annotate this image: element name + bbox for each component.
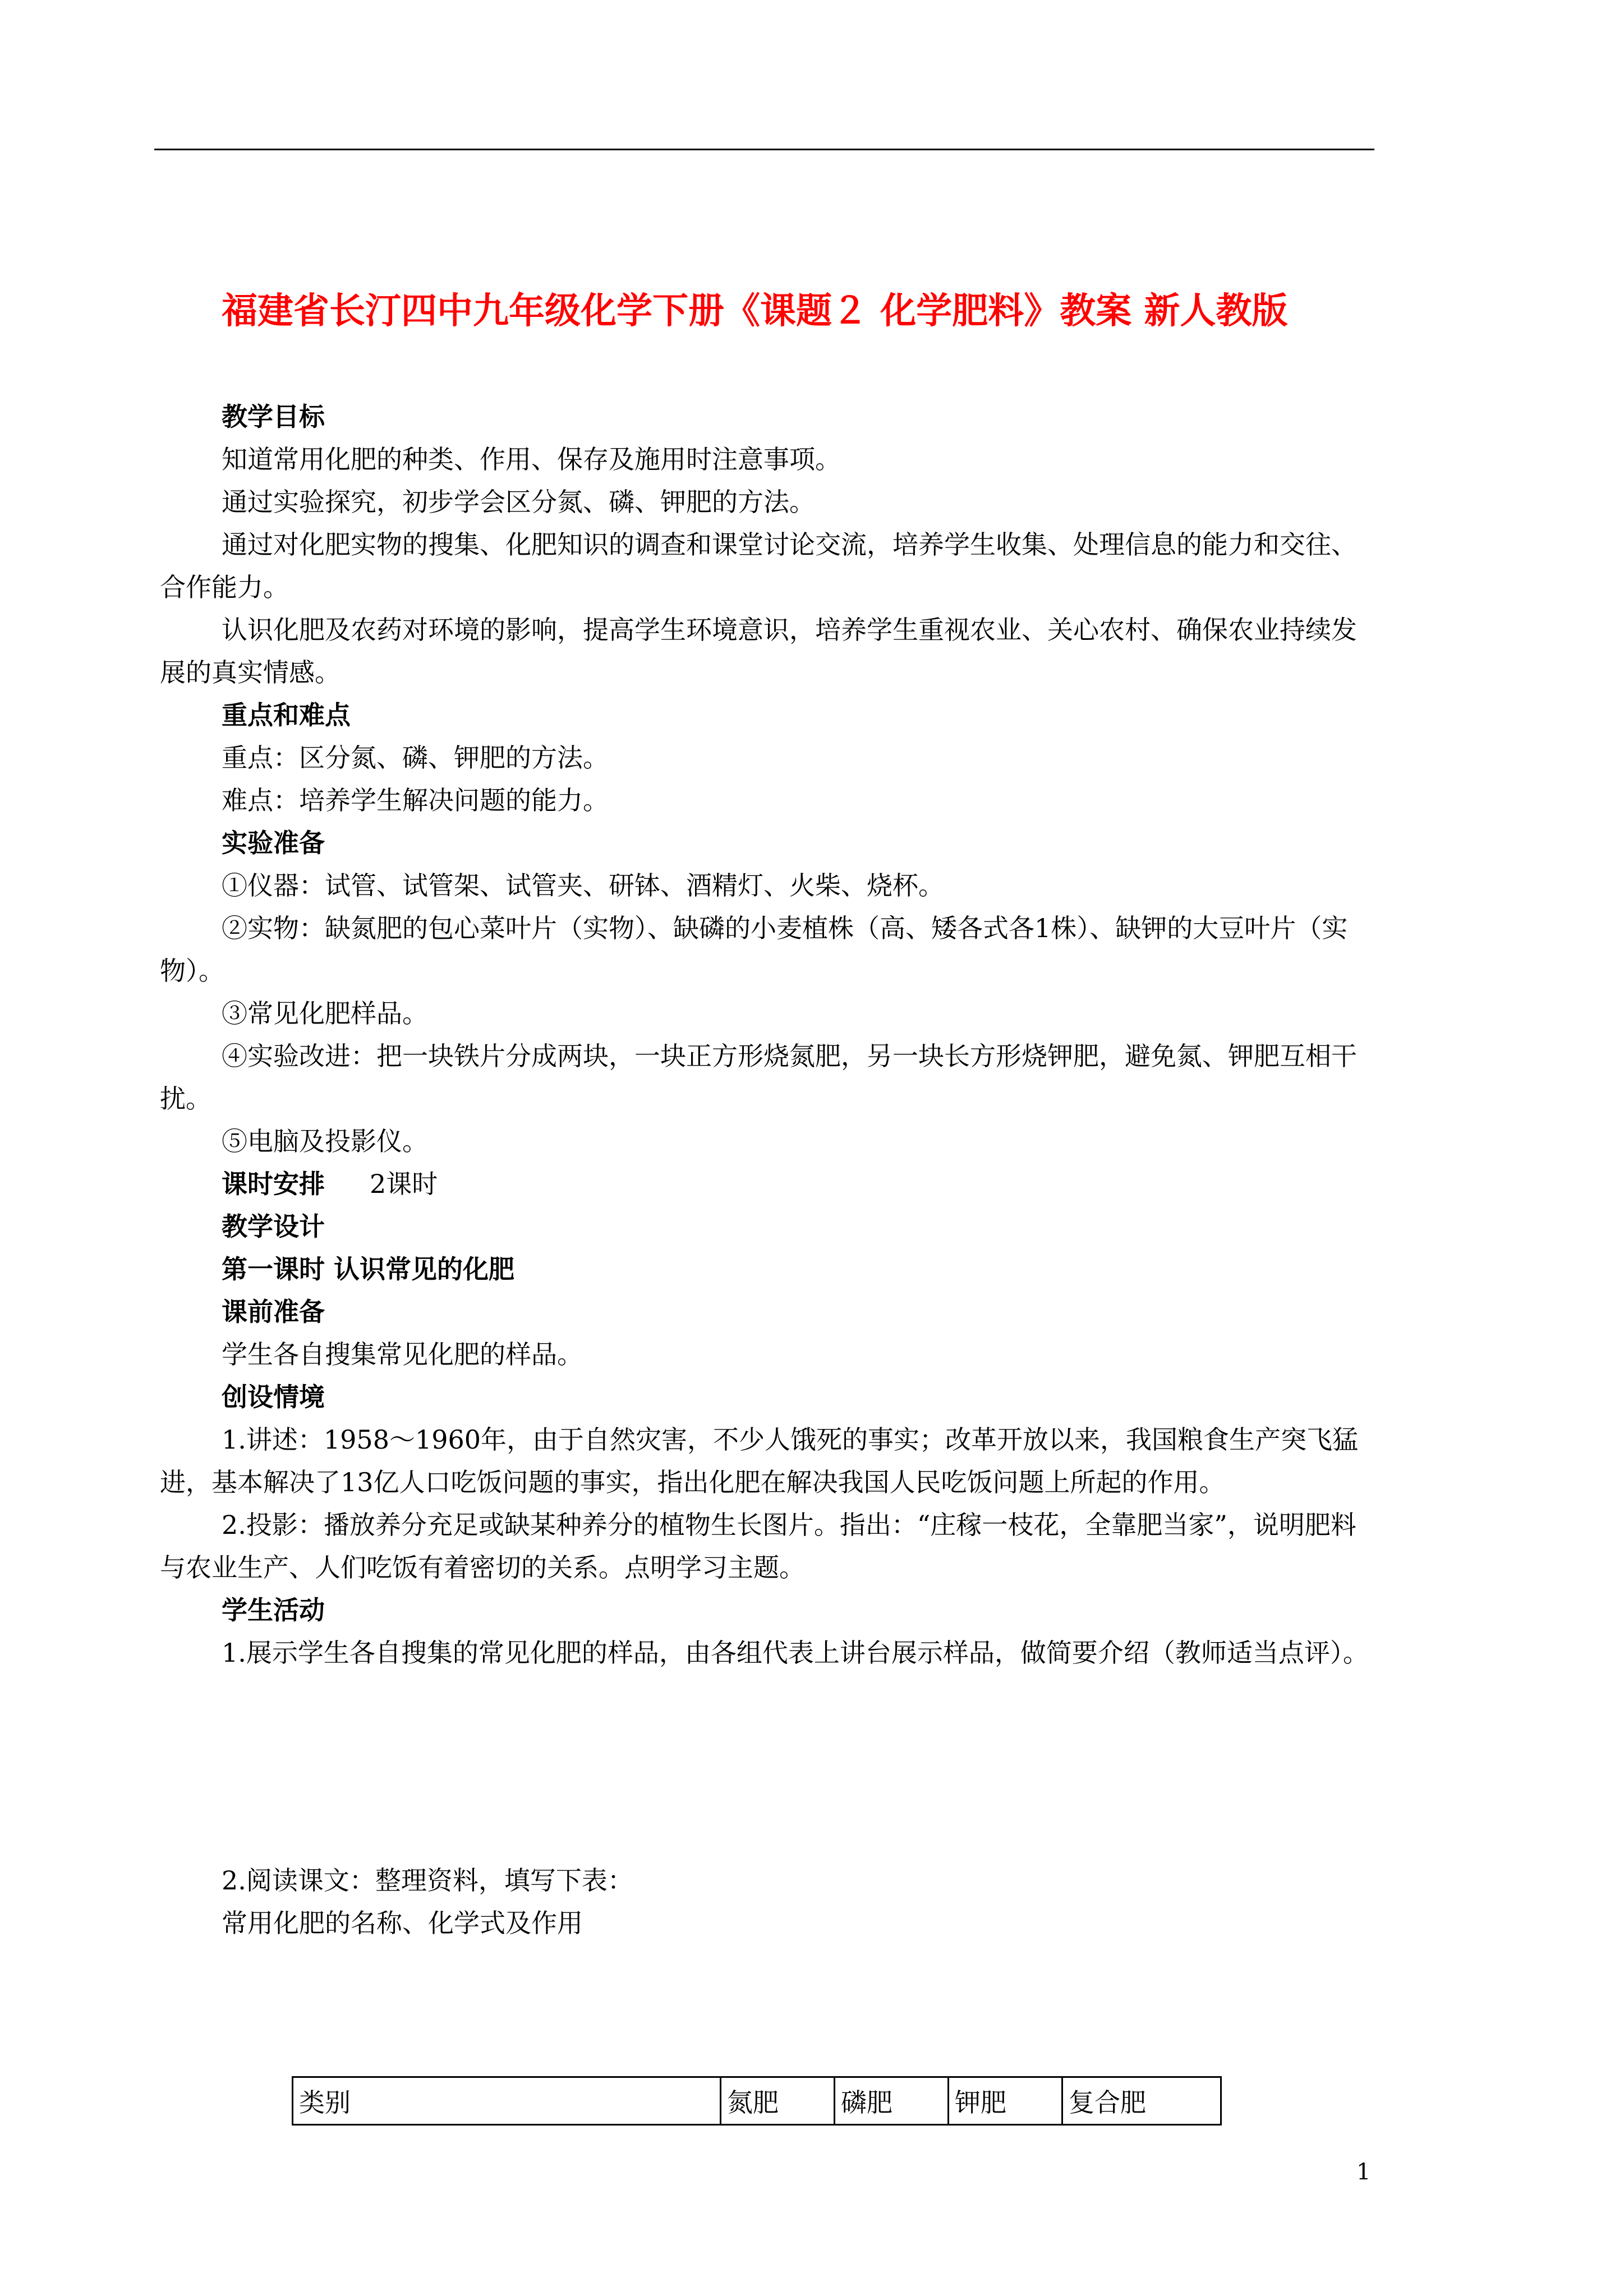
- objective-item: 认识化肥及农药对环境的影响，提高学生环境意识，培养学生重视农业、关心农村、确保农业持续发展的真实情感。: [160, 615, 1357, 688]
- prep-item: ⑤电脑及投影仪。: [222, 1126, 428, 1156]
- schedule-line: [160, 1163, 1372, 1205]
- fertilizer-table: [292, 2076, 1222, 2126]
- objective-item: 通过实验探究，初步学会区分氮、磷、钾肥的方法。: [222, 487, 815, 517]
- table-header-cell: 复合肥: [1062, 2077, 1221, 2125]
- table-header-cell: 钾肥: [949, 2077, 1062, 2125]
- prep-item: ②实物：缺氮肥的包心菜叶片（实物）、缺磷的小麦植株（高、矮各式各1株）、缺钾的大豆叶片（实物）。: [160, 913, 1348, 986]
- activity-heading: 学生活动: [222, 1595, 325, 1625]
- objective-item: 通过对化肥实物的搜集、化肥知识的调查和课堂讨论交流，培养学生收集、处理信息的能力和交往、合作能力。: [160, 529, 1357, 602]
- table-header-cell: 类别: [293, 2077, 721, 2125]
- reading-instruction: 2.阅读课文：整理资料，填写下表：: [222, 1865, 633, 1896]
- objective-item: 知道常用化肥的种类、作用、保存及施用时注意事项。: [222, 444, 841, 474]
- document-title: 福建省长汀四中九年级化学下册《课题２ 化学肥料》教案 新人教版: [222, 290, 1288, 332]
- objectives-heading: 教学目标: [222, 402, 325, 432]
- prep-item: ①仪器：试管、试管架、试管夹、研钵、酒精灯、火柴、烧杯。: [222, 870, 944, 901]
- scenario-heading: 创设情境: [222, 1382, 325, 1412]
- activity-item: 1.展示学生各自搜集的常见化肥的样品，由各组代表上讲台展示样品，做简要介绍（教师适当点评）。: [222, 1638, 1369, 1668]
- scenario-item: 1.讲述：1958～1960年，由于自然灾害，不少人饿死的事实；改革开放以来，我国粮食生产突飞猛进，基本解决了13亿人口吃饭问题的事实，指出化肥在解决我国人民吃饭问题上所起的作用。: [160, 1424, 1359, 1497]
- table-caption: 常用化肥的名称、化学式及作用: [222, 1908, 583, 1938]
- schedule-label: 课时安排: [222, 1169, 325, 1199]
- design-heading: 教学设计: [222, 1211, 325, 1242]
- document-body: [160, 395, 1372, 1944]
- header-rule: [154, 149, 1374, 150]
- keypoints-heading: 重点和难点: [222, 700, 351, 730]
- schedule-value: 2课时: [370, 1169, 438, 1199]
- prep-item: ③常见化肥样品。: [222, 998, 428, 1029]
- preclass-text: 学生各自搜集常见化肥的样品。: [222, 1339, 583, 1370]
- page-number: 1: [1356, 2159, 1371, 2185]
- scenario-item: 2.投影：播放养分充足或缺某种养分的植物生长图片。指出：“庄稼一枝花，全靠肥当家”，说明肥料与农业生产、人们吃饭有着密切的关系。点明学习主题。: [160, 1510, 1356, 1583]
- preclass-heading: 课前准备: [222, 1297, 325, 1327]
- lesson1-heading: 第一课时 认识常见的化肥: [222, 1254, 515, 1284]
- table-header-cell: 磷肥: [835, 2077, 949, 2125]
- keypoint-item: 重点：区分氮、磷、钾肥的方法。: [222, 743, 609, 773]
- blank-gap: [160, 1674, 1372, 1859]
- table-header-cell: 氮肥: [721, 2077, 835, 2125]
- prep-heading: 实验准备: [222, 828, 325, 858]
- prep-item: ④实验改进：把一块铁片分成两块，一块正方形烧氮肥，另一块长方形烧钾肥，避免氮、钾肥互相干扰。: [160, 1041, 1357, 1114]
- keypoint-item: 难点：培养学生解决问题的能力。: [222, 785, 609, 815]
- table-header-row: [293, 2077, 1221, 2125]
